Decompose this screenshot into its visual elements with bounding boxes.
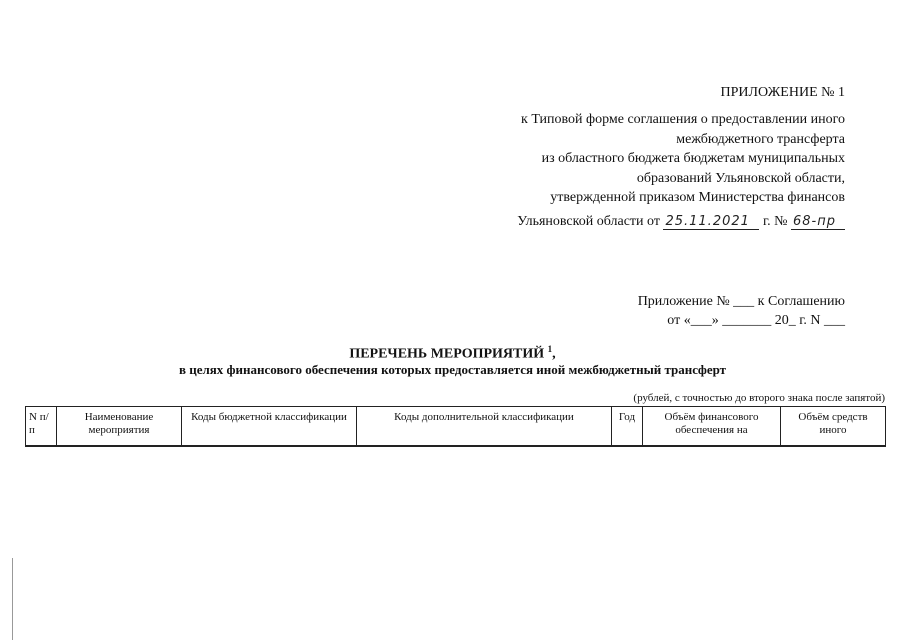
column-header-number: N п/п <box>26 407 57 447</box>
page-title <box>0 344 905 363</box>
column-header-year: Год <box>612 407 643 447</box>
table-header-row <box>26 407 886 447</box>
units-note: (рублей, с точностью до второго знака после запятой) <box>633 392 885 404</box>
column-header-funds-volume: Объём средств иного <box>781 407 886 447</box>
measures-table <box>25 406 886 447</box>
footnote-marker: 1 <box>547 344 553 354</box>
appendix-line: образований Ульяновской области, <box>636 170 845 186</box>
agreement-line: Приложение № ___ к Соглашению <box>637 294 845 309</box>
page-subtitle: в целях финансового обеспечения которых предоставляется иной межбюджетный трансферт <box>178 362 727 377</box>
column-header-name: Наименование мероприятия <box>57 407 182 447</box>
appendix-line: из областного бюджета бюджетам муниципальных <box>541 151 845 166</box>
column-header-additional-codes: Коды дополнительной классификации <box>357 407 612 447</box>
appendix-title: ПРИЛОЖЕНИЕ № 1 <box>720 85 845 100</box>
column-header-financing-volume: Объём финансового обеспечения на <box>643 407 781 447</box>
appendix-line: межбюджетного трансферта <box>676 131 845 147</box>
order-number-handwritten: 68-пр <box>791 214 845 230</box>
order-date-handwritten: 25.11.2021 <box>663 214 759 230</box>
title-suffix: , <box>552 346 556 362</box>
order-line <box>517 212 845 232</box>
title-text: ПЕРЕЧЕНЬ МЕРОПРИЯТИЙ <box>349 346 545 362</box>
scan-margin-line <box>12 558 13 640</box>
appendix-description <box>517 110 845 231</box>
agreement-reference <box>638 292 845 330</box>
order-prefix: Ульяновской области от <box>517 213 660 229</box>
appendix-line: утвержденной приказом Министерства финансов <box>550 190 845 205</box>
agreement-line: от «___» _______ 20_ г. N ___ <box>667 313 845 328</box>
order-number-label: г. № <box>762 213 788 229</box>
column-header-budget-codes: Коды бюджетной классификации <box>182 407 357 447</box>
appendix-line: к Типовой форме соглашения о предоставлении иного <box>521 112 845 127</box>
